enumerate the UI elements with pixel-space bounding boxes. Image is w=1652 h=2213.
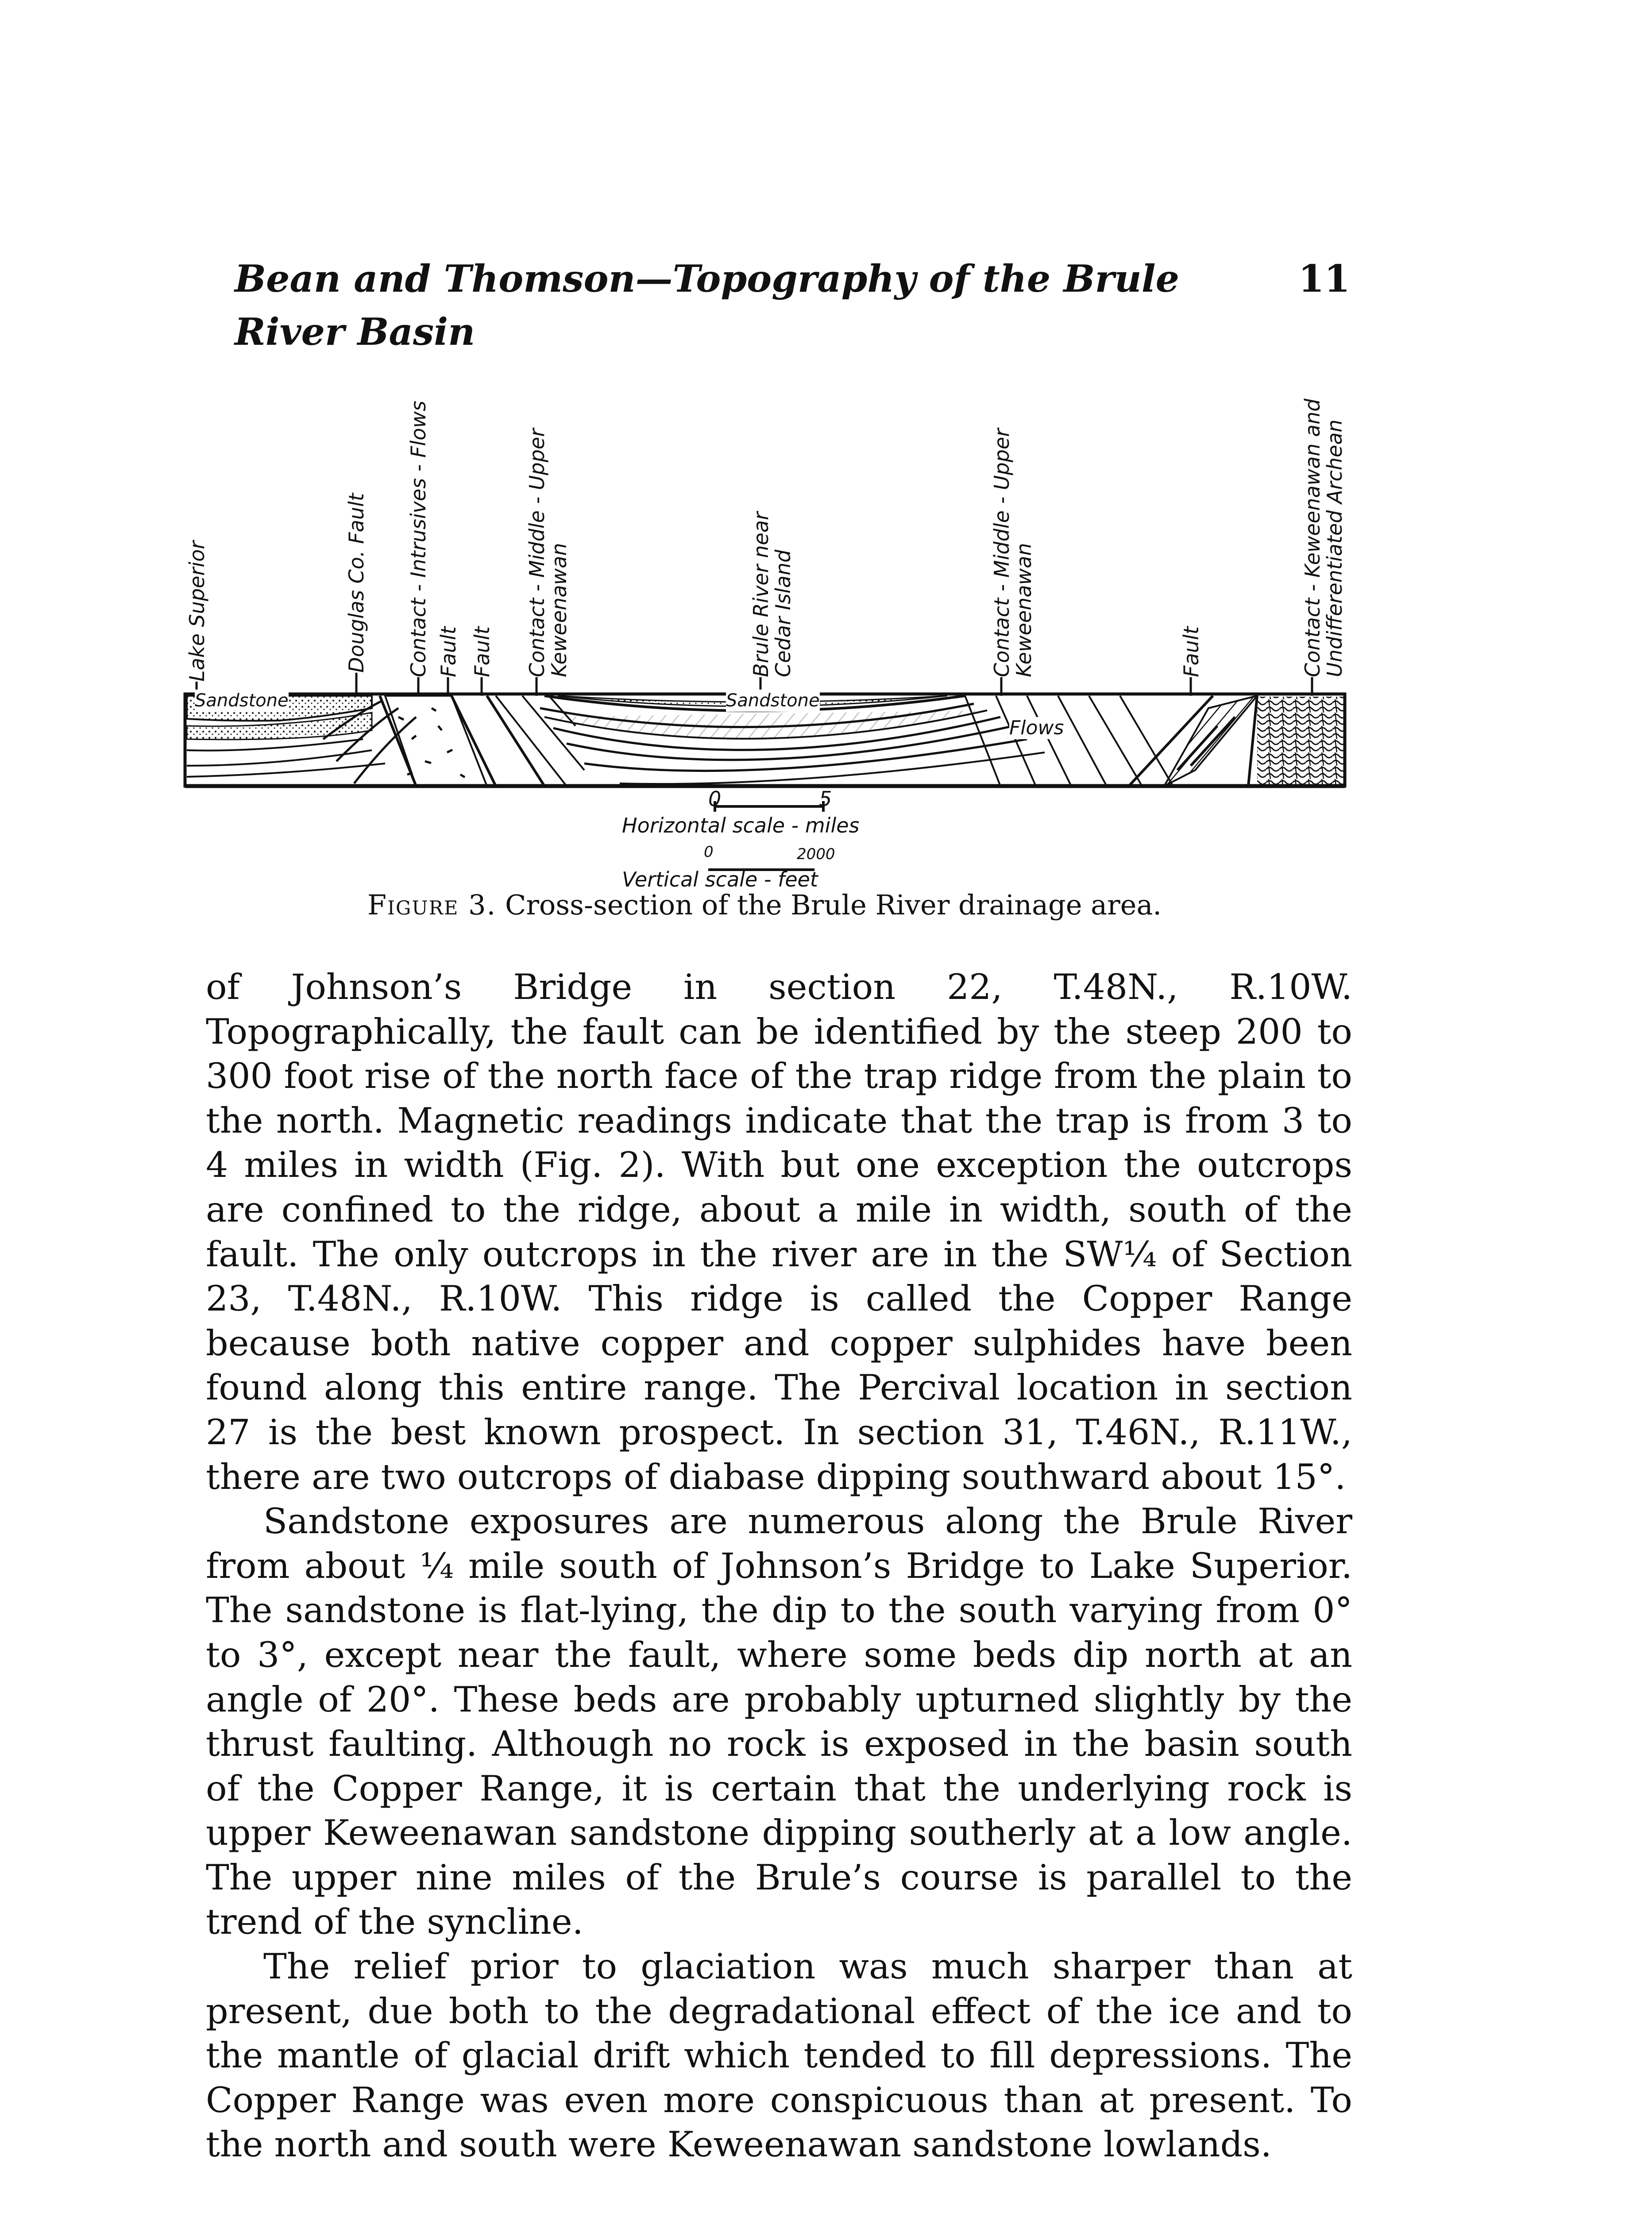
horizontal-scale-start: 0	[708, 787, 722, 811]
label-fault-2: Fault	[470, 626, 494, 677]
horizontal-scale-label: Horizontal scale - miles	[622, 813, 860, 837]
vertical-scale-label: Vertical scale - feet	[622, 867, 818, 891]
fault-line-2	[487, 696, 544, 786]
label-contact-intrusives-flows: Contact - Intrusives - Flows	[406, 401, 430, 677]
figure-caption-label: Figure 3.	[367, 889, 497, 921]
label-contact-keweenawan-archean: Contact - Keweenawan and Undifferentiated Archean	[1301, 398, 1347, 677]
paragraph-1: of Johnson’s Bridge in section 22, T.48N., R.10W. Topographically, the fault can be identified by the steep 200 to 300 foot rise of the north face of the trap ridge from the plain to the north. Magnetic readings indicate that the trap is from 3 to 4 miles in width (Fig. 2). With but one exception the outcrops are confined to the ridge, about a mile in width, south of the fault. The only outcrops in the river are in the SW¼ of Section 23, T.48N., R.10W. This ridge is called the Copper Range because both native copper and copper sulphides have been found along this entire range. The Percival location in section 27 is the best known prospect. In section 31, T.46N., R.11W., there are two outcrops of diabase dipping southward about 15°.	[206, 967, 1352, 1497]
label-brule-river-cedar-island: Brule River near Cedar Island	[749, 512, 795, 677]
label-contact-middle-upper-1: Contact - Middle - Upper Keweenawan	[525, 428, 571, 677]
figure-caption	[367, 885, 1386, 925]
label-douglas-co-fault: Douglas Co. Fault	[344, 493, 368, 673]
label-fault-1: Fault	[436, 626, 460, 677]
archean-zone	[1257, 697, 1344, 785]
horizontal-scale-end: 5	[819, 787, 832, 811]
intrusives-zone	[385, 696, 487, 786]
cross-section-figure	[177, 328, 1363, 929]
body-text	[206, 965, 1352, 2167]
figure-caption-text: Cross-section of the Brule River drainage area.	[505, 889, 1162, 921]
vertical-scale-end: 2000	[797, 845, 835, 863]
label-contact-middle-upper-2: Contact - Middle - Upper Keweenawan	[990, 428, 1036, 677]
paragraph-2: Sandstone exposures are numerous along the Brule River from about ¼ mile south of Johnson’s Bridge to Lake Superior. The sandstone is flat-lying, the dip to the south varying from 0° to 3°, except near the fault, where some beds dip north at an angle of 20°. These beds are probably upturned slightly by the thrust faulting. Although no rock is exposed in the basin south of the Copper Range, it is certain that the underlying rock is upper Keweenawan sandstone dipping southerly at a low angle. The upper nine miles of the Brule’s course is parallel to the trend of the syncline.	[206, 1501, 1352, 1943]
paragraph-3: The relief prior to glaciation was much sharper than at present, due both to the degradational effect of the ice and to the mantle of glacial drift which tended to fill depressions. The Copper Range was even more conspicuous than at present. To the north and south were Keweenawan sandstone lowlands.	[206, 1946, 1352, 2165]
archean-contact-line	[1248, 696, 1257, 786]
running-head-title: Bean and Thomson—Topography of the Brule River Basin	[235, 257, 1180, 354]
vertical-scale-start: 0	[704, 843, 714, 861]
label-sandstone-left: Sandstone	[195, 690, 289, 711]
label-lake-superior: Lake Superior	[185, 541, 209, 682]
fault-line-1	[452, 696, 496, 786]
label-sandstone-center: Sandstone	[726, 690, 820, 711]
right-wedge	[1164, 696, 1257, 786]
label-flows: Flows	[1009, 717, 1064, 739]
label-fault-3: Fault	[1179, 626, 1203, 677]
page-number: 11	[1298, 257, 1350, 301]
